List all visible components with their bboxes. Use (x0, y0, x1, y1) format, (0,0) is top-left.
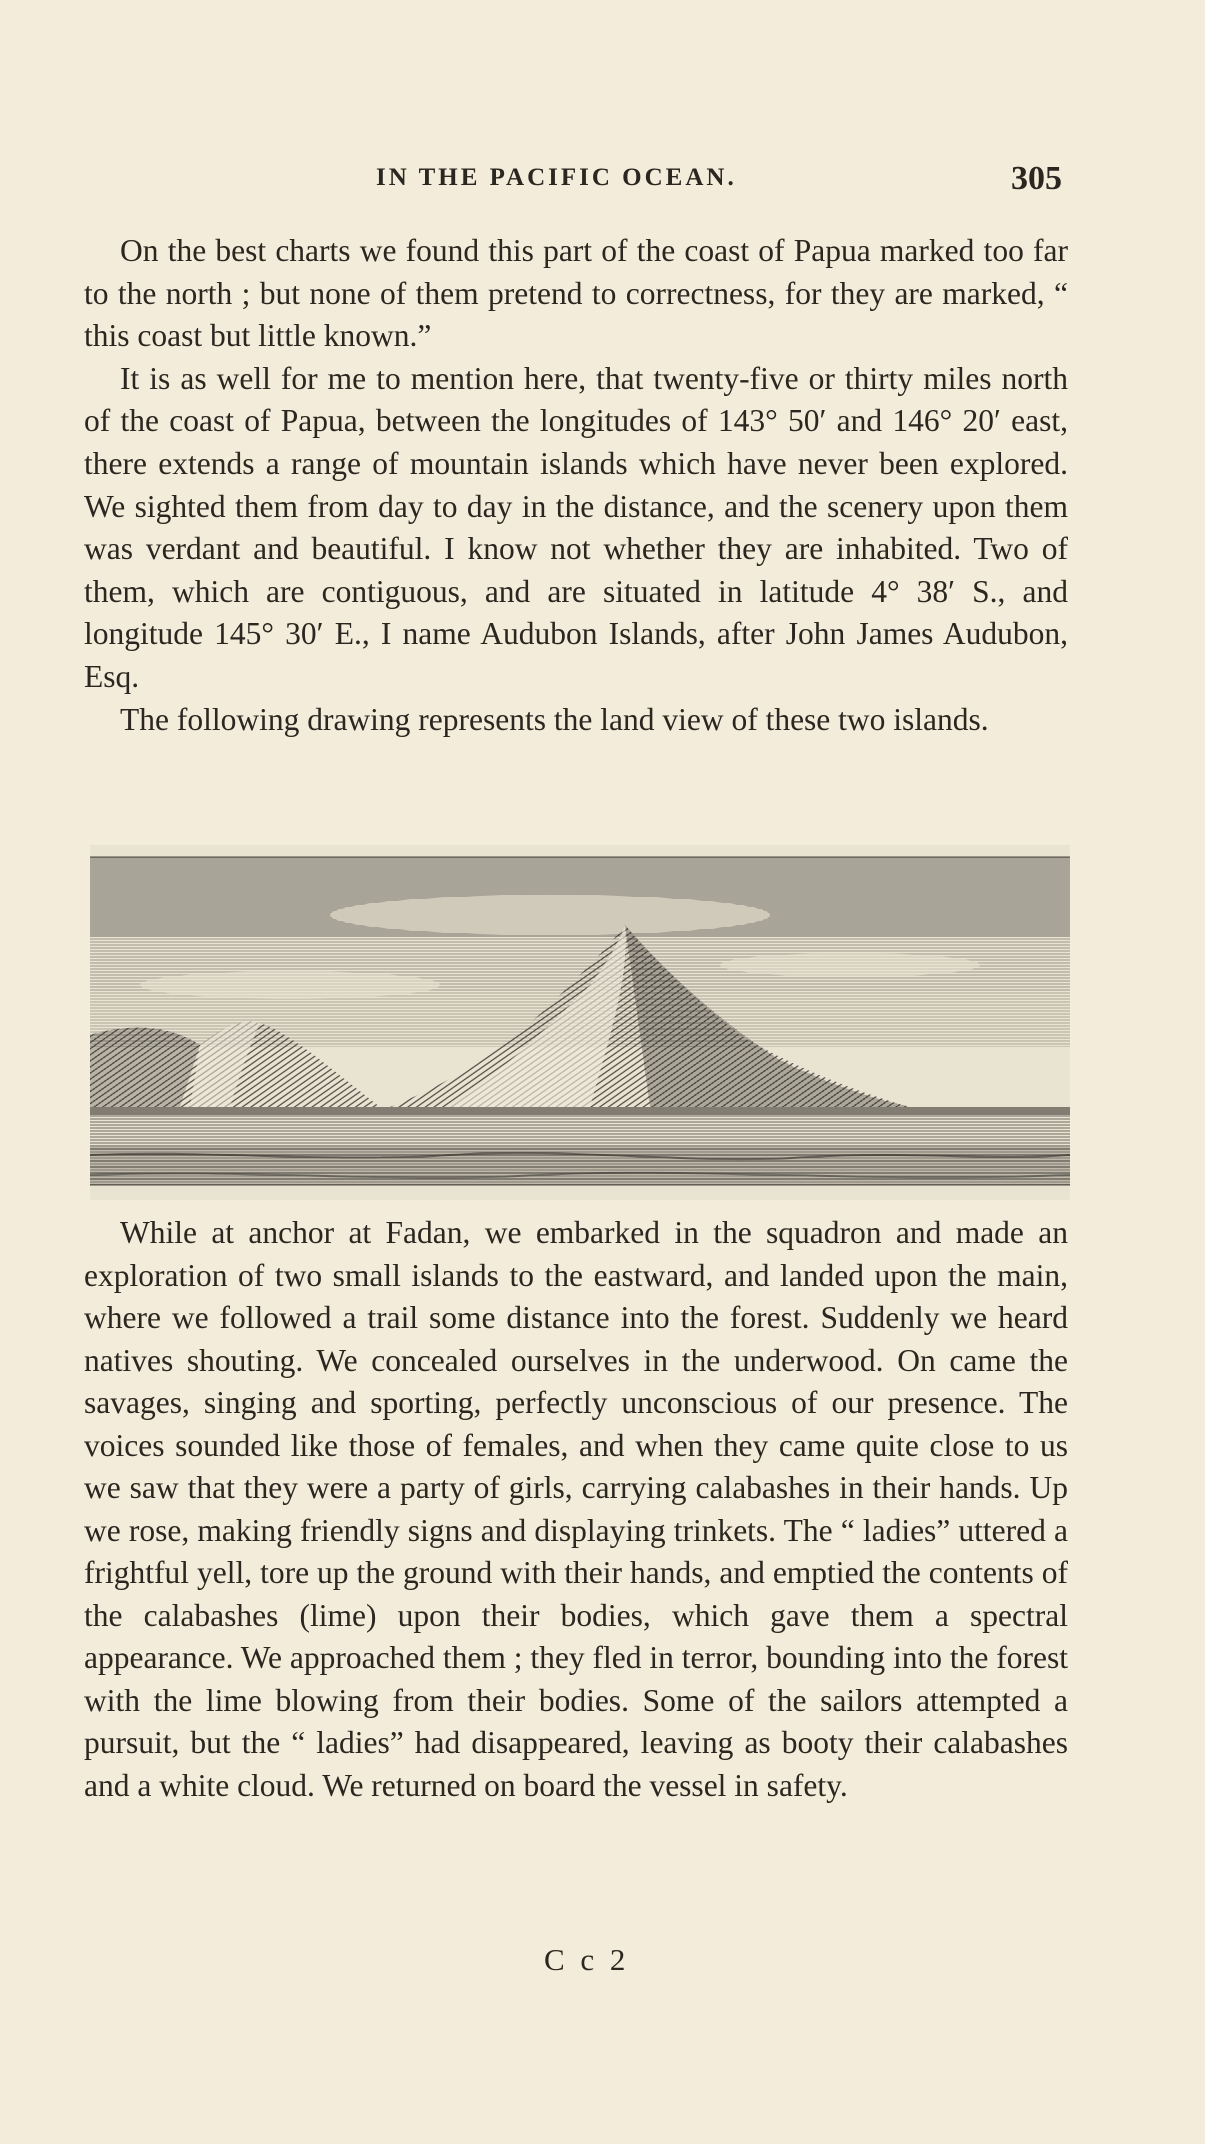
engraving-illustration (90, 845, 1070, 1200)
paragraph: While at anchor at Fadan, we embarked in the squadron and made an exploration of two small islands to the eastward, and landed upon the main, where we followed a trail some distance into the forest. Suddenly we heard natives shouting. We concealed ourselves in the underwood. On came the savages, singing and sporting, perfectly unconscious of our presence. The voices sounded like those of females, and when they came quite close to us we saw that they were a party of girls, carrying calabashes in their hands. Up we rose, making friendly signs and displaying trinkets. The “ ladies” uttered a frightful yell, tore up the ground with their hands, and emptied the contents of the calabashes (lime) upon their bodies, which gave them a spectral appearance. We approached them ; they fled in terror, bounding into the forest with the lime blowing from their bodies. Some of the sailors attempted a pursuit, but the “ ladies” had disappeared, leaving as booty their calabashes and a white cloud. We returned on board the vessel in safety. (84, 1215, 1069, 1803)
paragraph: On the best charts we found this part of the coast of Papua marked too far to the north ; but none of them pretend to correctness, for they are marked, “ this coast but little known.” (84, 233, 1068, 354)
body-text-top (84, 230, 1068, 741)
paragraph: It is as well for me to mention here, that twenty-five or thirty miles north of the coast of Papua, between the longitudes of 143° 50′ and 146° 20′ east, there extends a range of mountain islands which have never been explored. We sighted them from day to day in the distance, and the scenery upon them was verdant and beautiful. I know not whether they are inhabited. Two of them, which are contiguous, and are situated in latitude 4° 38′ S., and longitude 145° 30′ E., I name Audubon Islands, after John James Audubon, Esq. (84, 360, 1068, 694)
body-text-bottom (84, 1212, 1068, 1807)
running-head (84, 160, 1070, 200)
paragraph: The following drawing represents the land view of these two islands. (120, 701, 989, 737)
signature-mark: C c 2 (544, 1942, 630, 1977)
running-title: IN THE PACIFIC OCEAN. (376, 164, 737, 191)
page-number: 305 (1011, 160, 1062, 197)
engraving-audubon-islands (90, 845, 1070, 1200)
